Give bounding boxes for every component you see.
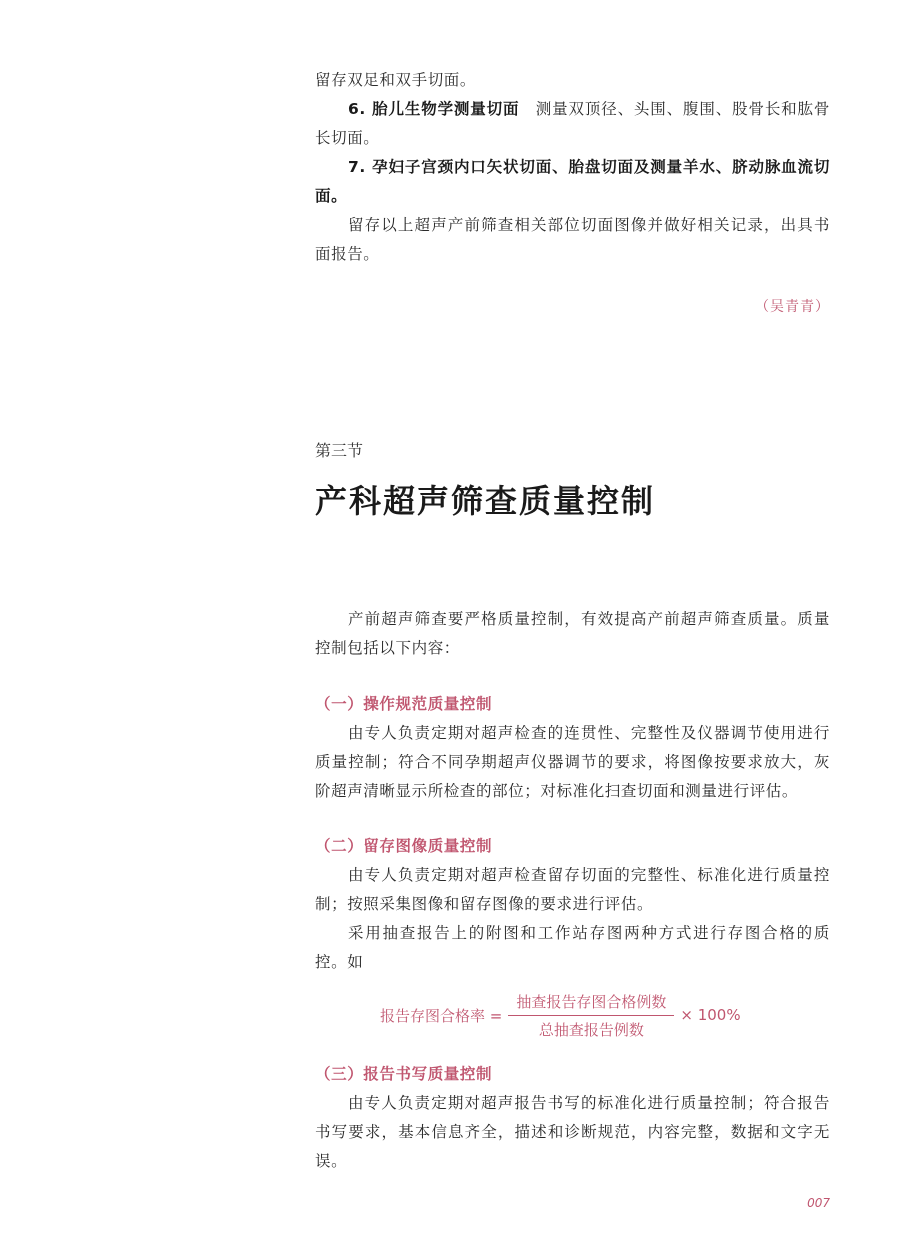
subsection-1 (315, 690, 830, 806)
formula-lhs: 报告存图合格率 = (380, 1006, 503, 1025)
section-number: 第三节 (315, 441, 364, 460)
item-7-label: 7. 孕妇子宫颈内口矢状切面、胎盘切面及测量羊水、脐动脉血流切面。 (315, 158, 830, 205)
subsection-1-text: 由专人负责定期对超声检查的连贯性、完整性及仪器调节使用进行质量控制；符合不同孕期超声仪器调节的要求，将图像按要求放大，灰阶超声清晰显示所检查的部位；对标准化扫查切面和测量进行评估。 (315, 724, 830, 800)
intro-paragraph: 产前超声筛查要严格质量控制，有效提高产前超声筛查质量。质量控制包括以下内容： (315, 610, 830, 657)
subsection-2-text-2: 采用抽查报告上的附图和工作站存图两种方式进行存图合格的质控。如 (315, 924, 830, 971)
author-credit: （吴青青） (755, 299, 830, 315)
section-title: 产科超声筛查质量控制 (315, 482, 656, 520)
section-intro (315, 605, 830, 663)
page-number: 007 (807, 1196, 830, 1210)
qualification-rate-formula (380, 990, 800, 1040)
formula-numerator: 抽查报告存图合格例数 (508, 991, 674, 1016)
paragraph-feet-hands: 留存双足和双手切面。 (315, 71, 477, 89)
formula-multiplier: × 100% (680, 1006, 741, 1024)
item-6-text: 测量双顶径、头围、腹围、股骨长和肱骨长切面。 (315, 100, 830, 147)
item-6-label: 6. 胎儿生物学测量切面 (348, 100, 520, 118)
subsection-3 (315, 1060, 830, 1176)
subsection-2 (315, 832, 830, 977)
subsection-3-text: 由专人负责定期对超声报告书写的标准化进行质量控制；符合报告书写要求，基本信息齐全，描述和诊断规范，内容完整，数据和文字无误。 (315, 1094, 830, 1170)
subsection-2-heading: （二）留存图像质量控制 (315, 837, 493, 855)
subsection-3-heading: （三）报告书写质量控制 (315, 1065, 493, 1083)
top-continuation (315, 66, 830, 269)
paragraph-report: 留存以上超声产前筛查相关部位切面图像并做好相关记录，出具书面报告。 (315, 216, 830, 263)
subsection-2-text-1: 由专人负责定期对超声检查留存切面的完整性、标准化进行质量控制；按照采集图像和留存图像的要求进行评估。 (315, 866, 830, 913)
formula-denominator: 总抽查报告例数 (538, 1020, 644, 1039)
subsection-1-heading: （一）操作规范质量控制 (315, 695, 493, 713)
item-7 (315, 153, 830, 211)
item-6 (315, 95, 830, 153)
formula-fraction (508, 991, 674, 1040)
